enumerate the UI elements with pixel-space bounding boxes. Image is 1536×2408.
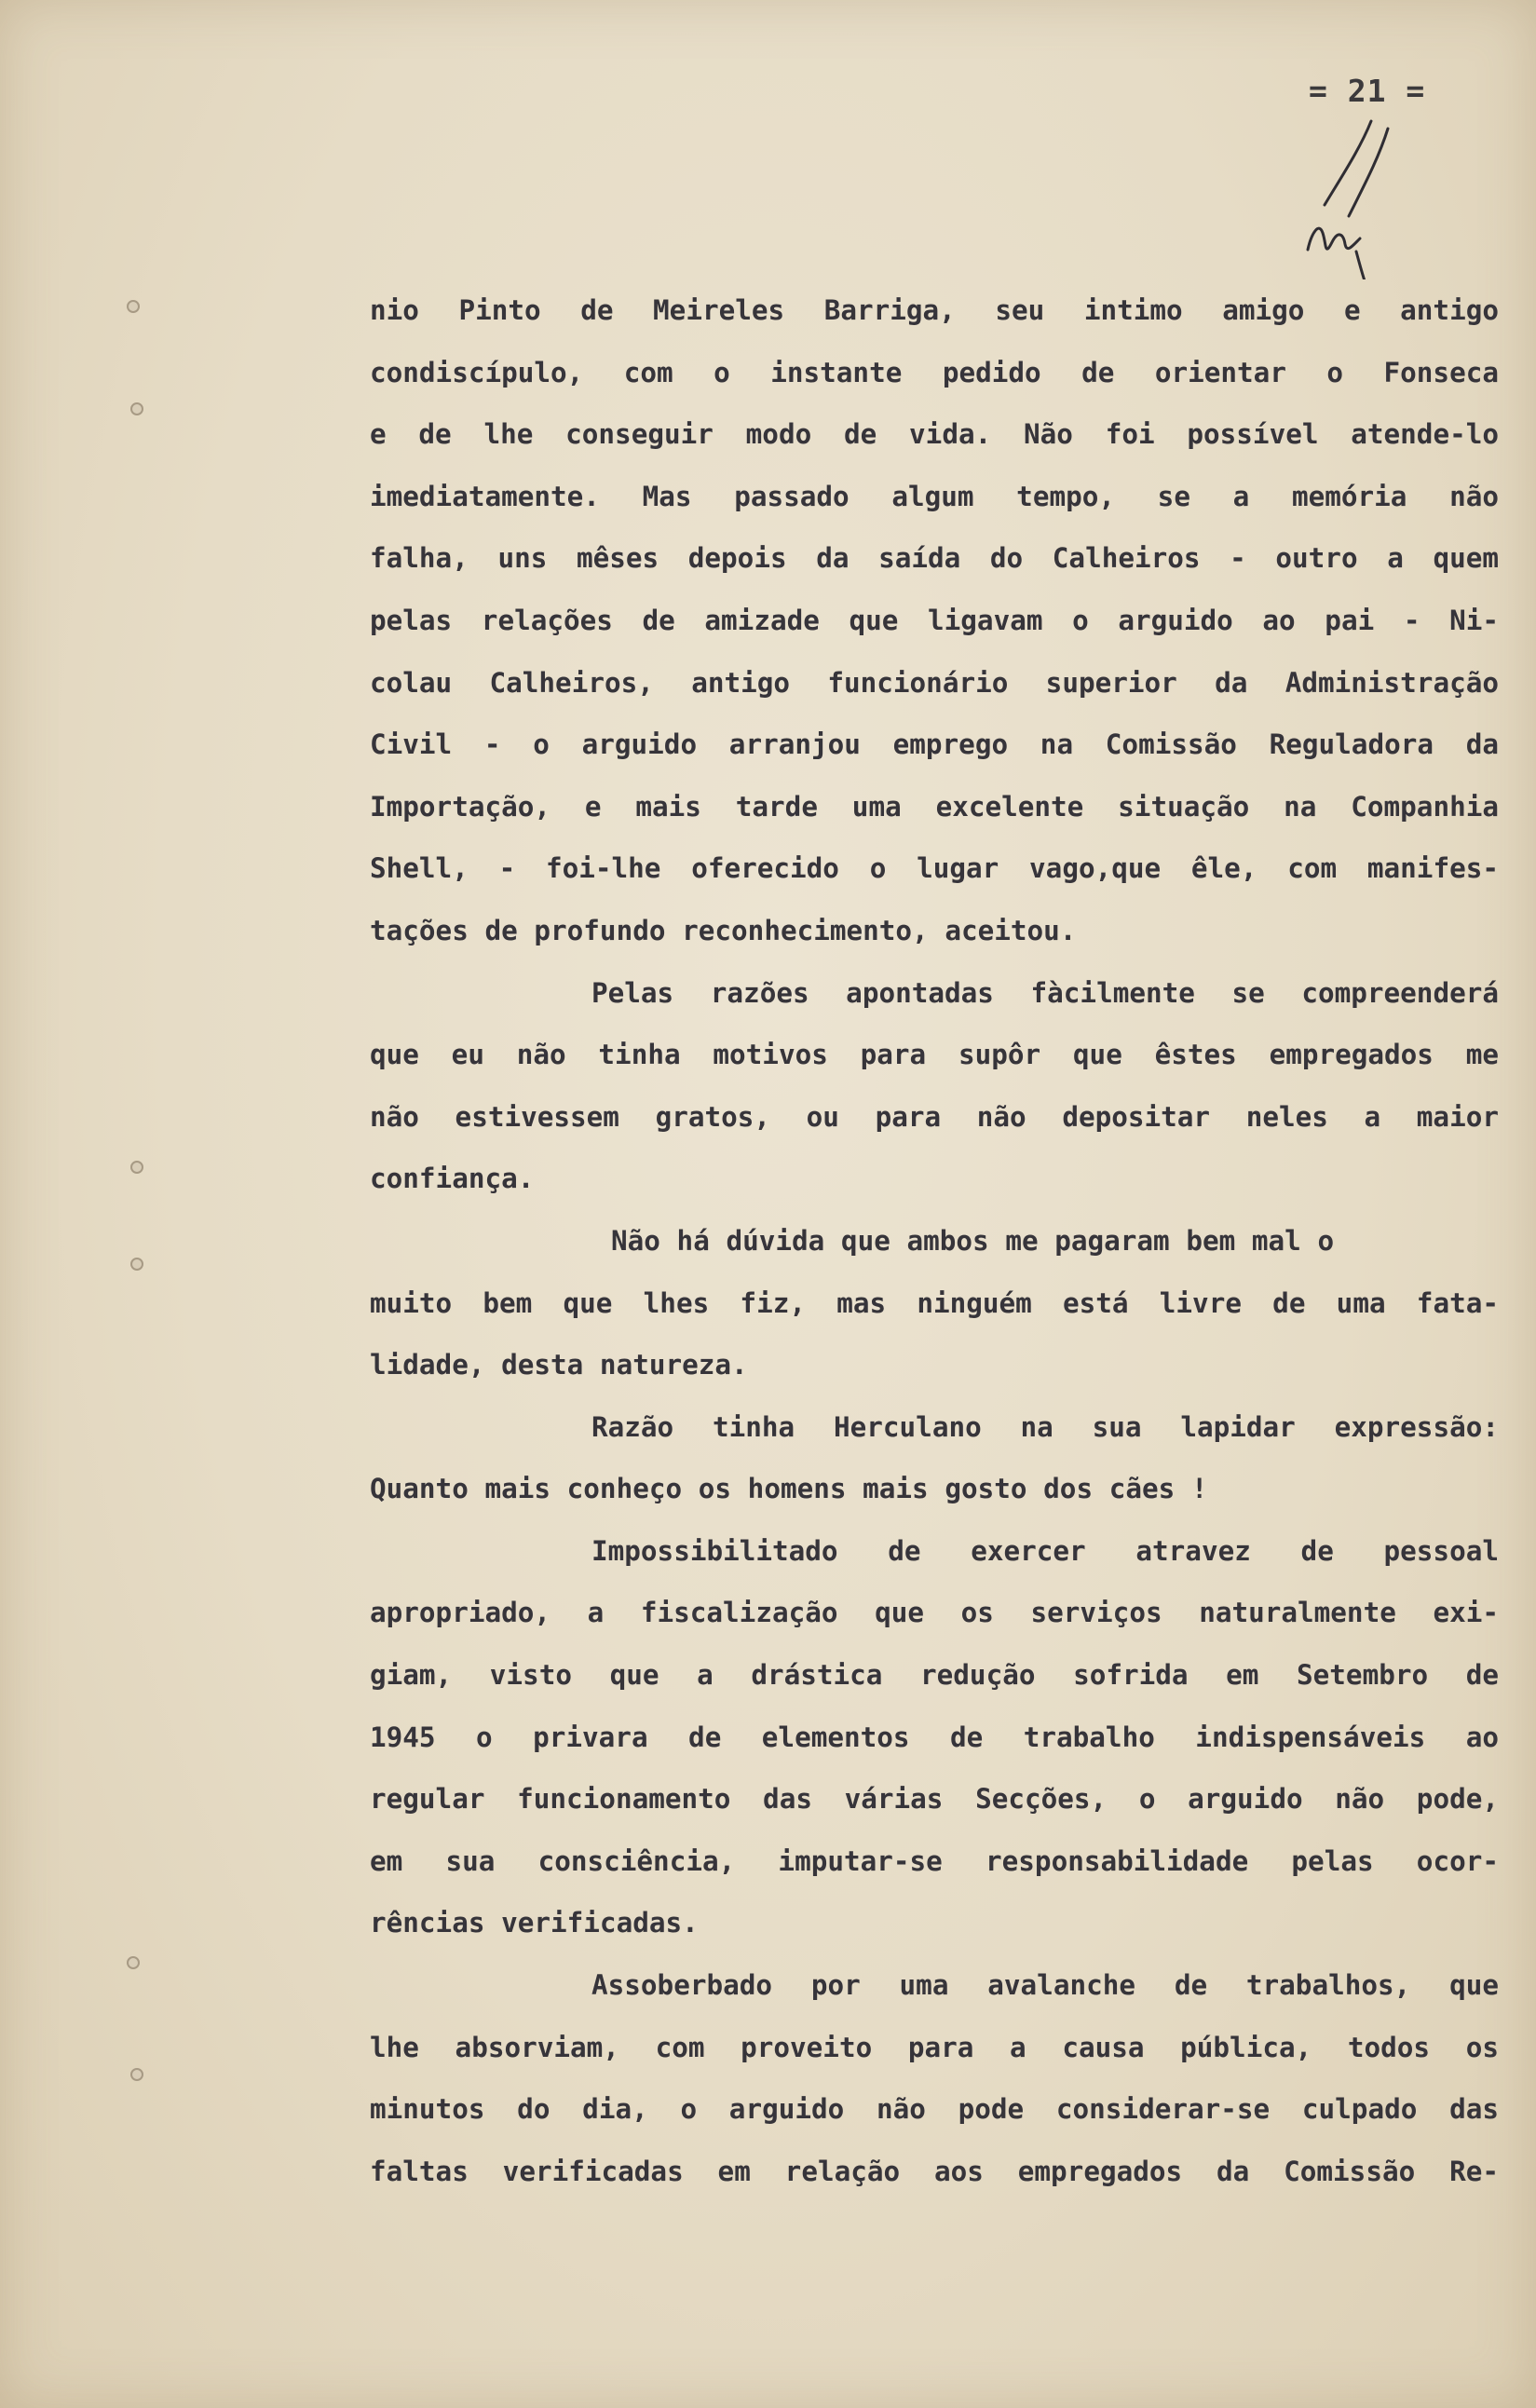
binding-hole <box>130 2068 143 2081</box>
text-line: apropriado, a fiscalização que os serviços naturalmente exi- <box>370 1597 1499 1629</box>
text-line: em sua consciência, imputar-se responsabilidade pelas ocor- <box>370 1844 1499 1877</box>
text-line: Razão tinha Herculano na sua lapidar expressão: <box>591 1410 1499 1443</box>
text-line: e de lhe conseguir modo de vida. Não foi possível atende-lo <box>370 418 1499 451</box>
text-line: lhe absorviam, com proveito para a causa pública, todos os <box>370 2031 1499 2063</box>
text-line: não estivessem gratos, ou para não depositar neles a maior <box>370 1100 1499 1133</box>
binding-hole <box>127 300 140 313</box>
text-line: Shell, - foi-lhe oferecido o lugar vago,que êle, com manifes- <box>370 852 1499 885</box>
text-line: colau Calheiros, antigo funcionário superior da Administração <box>370 666 1499 699</box>
text-line: minutos do dia, o arguido não pode considerar-se culpado das <box>370 2093 1499 2126</box>
text-line: Pelas razões apontadas fàcilmente se compreenderá <box>591 976 1499 1009</box>
text-line: Não há dúvida que ambos me pagaram bem mal o <box>611 1224 1335 1257</box>
text-line: muito bem que lhes fiz, mas ninguém está livre de uma fata- <box>370 1286 1499 1319</box>
page-number: = 21 = <box>1309 73 1426 109</box>
text-line: rências verificadas. <box>370 1907 699 1939</box>
text-line: pelas relações de amizade que ligavam o arguido ao pai - Ni- <box>370 604 1499 636</box>
binding-hole <box>130 1161 143 1174</box>
text-line: que eu não tinha motivos para supôr que êstes empregados me <box>370 1039 1499 1071</box>
text-line: condiscípulo, com o instante pedido de orientar o Fonseca <box>370 356 1499 388</box>
text-line: Civil - o arguido arranjou emprego na Comissão Reguladora da <box>370 728 1499 761</box>
text-line: tações de profundo reconhecimento, aceitou. <box>370 914 1077 946</box>
text-line: Importação, e mais tarde uma excelente situação na Companhia <box>370 790 1499 823</box>
text-line: nio Pinto de Meireles Barriga, seu intimo amigo e antigo <box>370 294 1499 326</box>
text-line: imediatamente. Mas passado algum tempo, se a memória não <box>370 480 1499 512</box>
text-line: Impossibilitado de exercer atravez de pessoal <box>591 1534 1499 1567</box>
binding-hole <box>127 1956 140 1969</box>
text-line: confiança. <box>370 1163 535 1195</box>
text-line: Quanto mais conheço os homens mais gosto dos cães ! <box>370 1473 1208 1505</box>
typed-body-text <box>370 279 1516 2202</box>
text-line: Assoberbado por uma avalanche de trabalhos, que <box>591 1969 1499 2002</box>
handwritten-signature <box>1267 93 1416 279</box>
binding-hole <box>130 402 143 415</box>
text-line: falha, uns mêses depois da saída do Calheiros - outro a quem <box>370 542 1499 575</box>
text-line: 1945 o privara de elementos de trabalho indispensáveis ao <box>370 1721 1499 1753</box>
text-line: regular funcionamento das várias Secções, o arguido não pode, <box>370 1783 1499 1816</box>
binding-hole <box>130 1258 143 1271</box>
text-line: faltas verificadas em relação aos empregados da Comissão Re- <box>370 2155 1499 2187</box>
text-line: giam, visto que a drástica redução sofrida em Setembro de <box>370 1659 1499 1692</box>
text-line: lidade, desta natureza. <box>370 1349 748 1381</box>
